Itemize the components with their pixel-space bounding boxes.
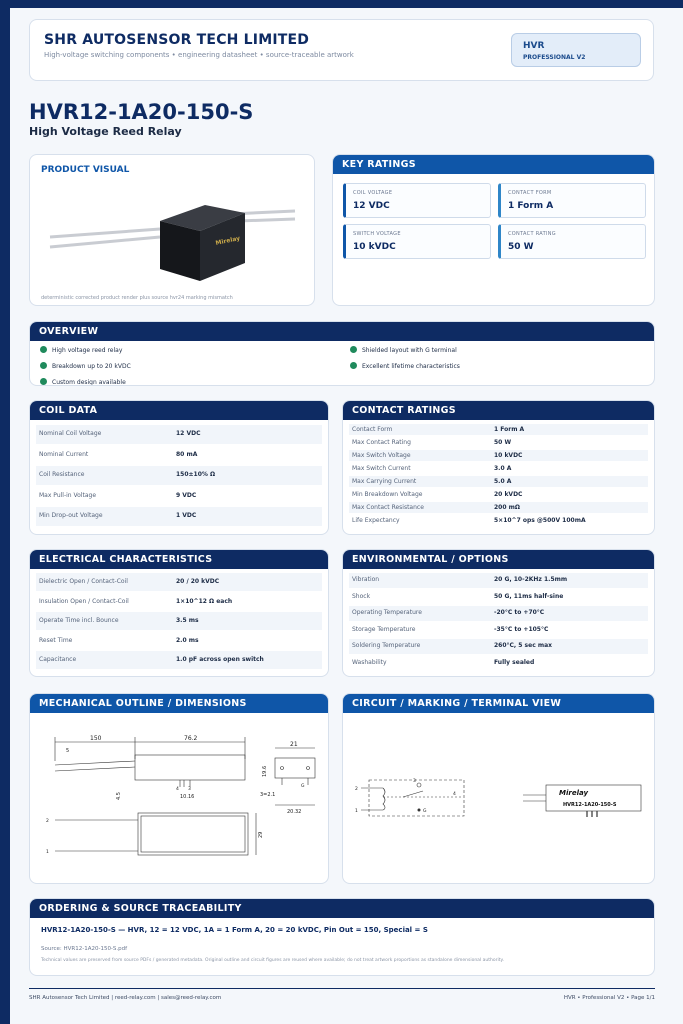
overview-item: High voltage reed relay — [40, 346, 122, 354]
bullet-icon — [40, 362, 47, 369]
svg-text:10.16: 10.16 — [180, 794, 195, 800]
row-value: 1 Form A — [494, 426, 525, 433]
rating-label: CONTACT RATING — [508, 231, 556, 237]
bullet-icon — [40, 346, 47, 353]
svg-text:5: 5 — [66, 748, 70, 754]
table-row — [36, 651, 322, 669]
table-row — [349, 573, 648, 588]
row-value: 1 VDC — [176, 512, 197, 519]
company-tagline: High-voltage switching components • engineering datasheet • source-traceable artwork — [44, 51, 354, 59]
row-value: 20 / 20 kVDC — [176, 578, 220, 585]
circuit-card — [342, 693, 655, 884]
row-label: Insulation Open / Contact-Coil — [39, 597, 129, 605]
table-row — [36, 573, 322, 591]
row-label: Nominal Coil Voltage — [39, 430, 102, 437]
ordering-code: HVR12-1A20-150-S — HVR, 12 = 12 VDC, 1A = 1 Form A, 20 = 20 kVDC, Pin Out = 150, Special = S — [41, 926, 428, 934]
table-row — [349, 437, 648, 448]
row-value: 3.0 A — [494, 465, 512, 472]
row-label: Contact Form — [352, 426, 393, 433]
svg-text:HVR12-1A20-150-S: HVR12-1A20-150-S — [563, 802, 617, 808]
rating-value: 50 W — [508, 242, 534, 252]
render-brand: Mirelay — [214, 234, 241, 247]
rating-value: 10 kVDC — [353, 242, 396, 252]
row-value: 10 kVDC — [494, 452, 523, 459]
rating-contact-rating — [498, 224, 646, 259]
row-label: Coil Resistance — [39, 471, 85, 478]
row-value: 5.0 A — [494, 478, 512, 485]
ordering-header: ORDERING & SOURCE TRACEABILITY — [30, 899, 654, 918]
rating-value: 12 VDC — [353, 201, 390, 211]
svg-text:1: 1 — [46, 850, 49, 855]
relay-render — [30, 155, 315, 306]
table-row — [349, 639, 648, 654]
row-label: Reset Time — [39, 636, 73, 644]
svg-text:3: 3 — [188, 787, 191, 792]
svg-text:2: 2 — [46, 819, 49, 824]
company-name: SHR AUTOSENSOR TECH LIMITED — [44, 32, 310, 48]
svg-text:29: 29 — [258, 831, 264, 838]
svg-text:1: 1 — [355, 809, 358, 814]
coil-data-header: COIL DATA — [30, 401, 328, 420]
series-badge-name: HVR — [523, 41, 545, 51]
row-label: Max Carrying Current — [352, 478, 417, 485]
row-label: Capacitance — [39, 656, 77, 663]
row-value: Fully sealed — [494, 658, 535, 666]
svg-text:3=2.1: 3=2.1 — [260, 792, 276, 798]
row-label: Soldering Temperature — [352, 642, 421, 649]
row-label: Max Contact Rating — [352, 439, 411, 446]
table-row — [349, 424, 648, 435]
row-value: 260°C, 5 sec max — [494, 642, 553, 649]
row-value: 5×10^7 ops @500V 100mA — [494, 517, 586, 524]
bullet-icon — [40, 378, 47, 385]
row-value: 80 mA — [176, 450, 198, 458]
overview-header: OVERVIEW — [30, 322, 654, 341]
table-row — [349, 606, 648, 621]
row-value: 200 mΩ — [494, 504, 520, 511]
table-row — [36, 507, 322, 526]
row-label: Storage Temperature — [352, 625, 416, 633]
svg-text:4: 4 — [176, 787, 179, 792]
row-label: Min Drop-out Voltage — [39, 512, 103, 519]
svg-text:G: G — [423, 809, 427, 814]
table-row — [36, 593, 322, 611]
rating-label: SWITCH VOLTAGE — [353, 231, 401, 237]
svg-text:20.32: 20.32 — [287, 809, 302, 815]
outline-drawing — [30, 715, 329, 884]
rating-label: CONTACT FORM — [508, 190, 552, 196]
table-row — [349, 476, 648, 487]
svg-text:76.2: 76.2 — [184, 735, 198, 742]
contact-ratings-card — [342, 400, 655, 535]
series-badge-grade: PROFESSIONAL V2 — [523, 54, 586, 61]
row-value: 9 VDC — [176, 491, 197, 499]
table-row — [349, 463, 648, 474]
svg-text:150: 150 — [90, 735, 102, 742]
row-value: 2.0 ms — [176, 636, 199, 644]
environmental-header: ENVIRONMENTAL / OPTIONS — [343, 550, 654, 569]
electrical-header: ELECTRICAL CHARACTERISTICS — [30, 550, 328, 569]
row-label: Max Contact Resistance — [352, 504, 424, 511]
table-row — [349, 515, 648, 526]
product-subtitle: High Voltage Reed Relay — [29, 125, 182, 138]
row-label: Max Switch Voltage — [352, 452, 411, 459]
overview-item: Breakdown up to 20 kVDC — [40, 362, 131, 370]
product-visual-card — [29, 154, 315, 306]
series-badge — [511, 33, 641, 67]
row-value: 20 kVDC — [494, 491, 523, 498]
overview-item: Excellent lifetime characteristics — [350, 362, 460, 370]
row-label: Max Switch Current — [352, 465, 411, 472]
rating-coil-voltage — [343, 183, 491, 218]
row-value: 1×10^12 Ω each — [176, 597, 233, 605]
table-row — [349, 450, 648, 461]
product-visual-caption: deterministic corrected product render plus source hvr24 marking mismatch — [41, 295, 233, 301]
row-value: 3.5 ms — [176, 617, 199, 624]
traceability-note: Technical values are preserved from source PDFs / generated metadata. Original outline and circuit figures are reused where available; do not treat artwork proportions as standalone dimensional authority. — [41, 958, 504, 963]
svg-text:4: 4 — [453, 792, 456, 797]
table-row — [349, 623, 648, 638]
rating-contact-form — [498, 183, 646, 218]
top-accent-bar — [0, 0, 683, 8]
table-row — [349, 656, 648, 671]
row-label: Washability — [352, 658, 387, 666]
row-value: 50 G, 11ms half-sine — [494, 592, 564, 600]
svg-text:3: 3 — [413, 779, 416, 784]
left-accent-bar — [0, 0, 10, 1024]
row-value: -35°C to +105°C — [494, 625, 549, 633]
circuit-drawing — [343, 715, 655, 884]
table-row — [36, 487, 322, 506]
svg-text:Mirelay: Mirelay — [559, 789, 589, 797]
row-label: Min Breakdown Voltage — [352, 491, 423, 498]
footer-divider — [29, 988, 655, 989]
footer-page: HVR • Professional V2 • Page 1/1 — [563, 995, 655, 1001]
part-number-title: HVR12-1A20-150-S — [29, 100, 254, 124]
row-label: Max Pull-in Voltage — [39, 491, 97, 499]
row-label: Life Expectancy — [352, 517, 400, 524]
source-file: Source: HVR12-1A20-150-S.pdf — [41, 946, 128, 952]
electrical-card — [29, 549, 329, 677]
row-value: 20 G, 10-2KHz 1.5mm — [494, 576, 568, 583]
bullet-icon — [350, 346, 357, 353]
rating-value: 1 Form A — [508, 201, 554, 211]
circuit-header: CIRCUIT / MARKING / TERMINAL VIEW — [343, 694, 654, 713]
row-value: 1.0 pF across open switch — [176, 656, 264, 663]
svg-text:G: G — [301, 784, 305, 789]
row-label: Operate Time incl. Bounce — [39, 617, 119, 624]
footer-contact: SHR Autosensor Tech Limited | reed-relay.com | sales@reed-relay.com — [29, 995, 222, 1001]
svg-text:2: 2 — [355, 787, 358, 792]
product-visual-label: PRODUCT VISUAL — [41, 165, 130, 175]
table-row — [36, 446, 322, 465]
table-row — [349, 502, 648, 513]
svg-text:21: 21 — [290, 741, 298, 748]
table-row — [349, 489, 648, 500]
row-label: Shock — [352, 592, 371, 600]
overview-item: Custom design available — [40, 378, 126, 386]
key-ratings-header: KEY RATINGS — [333, 155, 654, 174]
row-label: Vibration — [352, 576, 380, 583]
mechanical-card — [29, 693, 329, 884]
contact-ratings-header: CONTACT RATINGS — [343, 401, 654, 420]
table-row — [36, 632, 322, 650]
bullet-icon — [350, 362, 357, 369]
svg-text:19.6: 19.6 — [262, 765, 268, 777]
row-label: Dielectric Open / Contact-Coil — [39, 578, 128, 585]
key-ratings-card — [332, 154, 655, 306]
environmental-card — [342, 549, 655, 677]
table-row — [36, 466, 322, 485]
row-value: 50 W — [494, 439, 512, 446]
ordering-card — [29, 898, 655, 976]
brand-header — [29, 19, 654, 81]
row-label: Nominal Current — [39, 450, 89, 458]
overview-item: Shielded layout with G terminal — [350, 346, 457, 354]
table-row — [36, 425, 322, 444]
row-value: 12 VDC — [176, 430, 201, 437]
svg-text:4.5: 4.5 — [116, 792, 122, 800]
table-row — [36, 612, 322, 630]
overview-card — [29, 321, 655, 386]
rating-switch-voltage — [343, 224, 491, 259]
table-row — [349, 590, 648, 605]
coil-data-card — [29, 400, 329, 535]
mechanical-header: MECHANICAL OUTLINE / DIMENSIONS — [30, 694, 328, 713]
row-value: 150±10% Ω — [176, 471, 216, 478]
rating-label: COIL VOLTAGE — [353, 190, 393, 196]
row-label: Operating Temperature — [352, 609, 422, 616]
row-value: -20°C to +70°C — [494, 609, 545, 616]
